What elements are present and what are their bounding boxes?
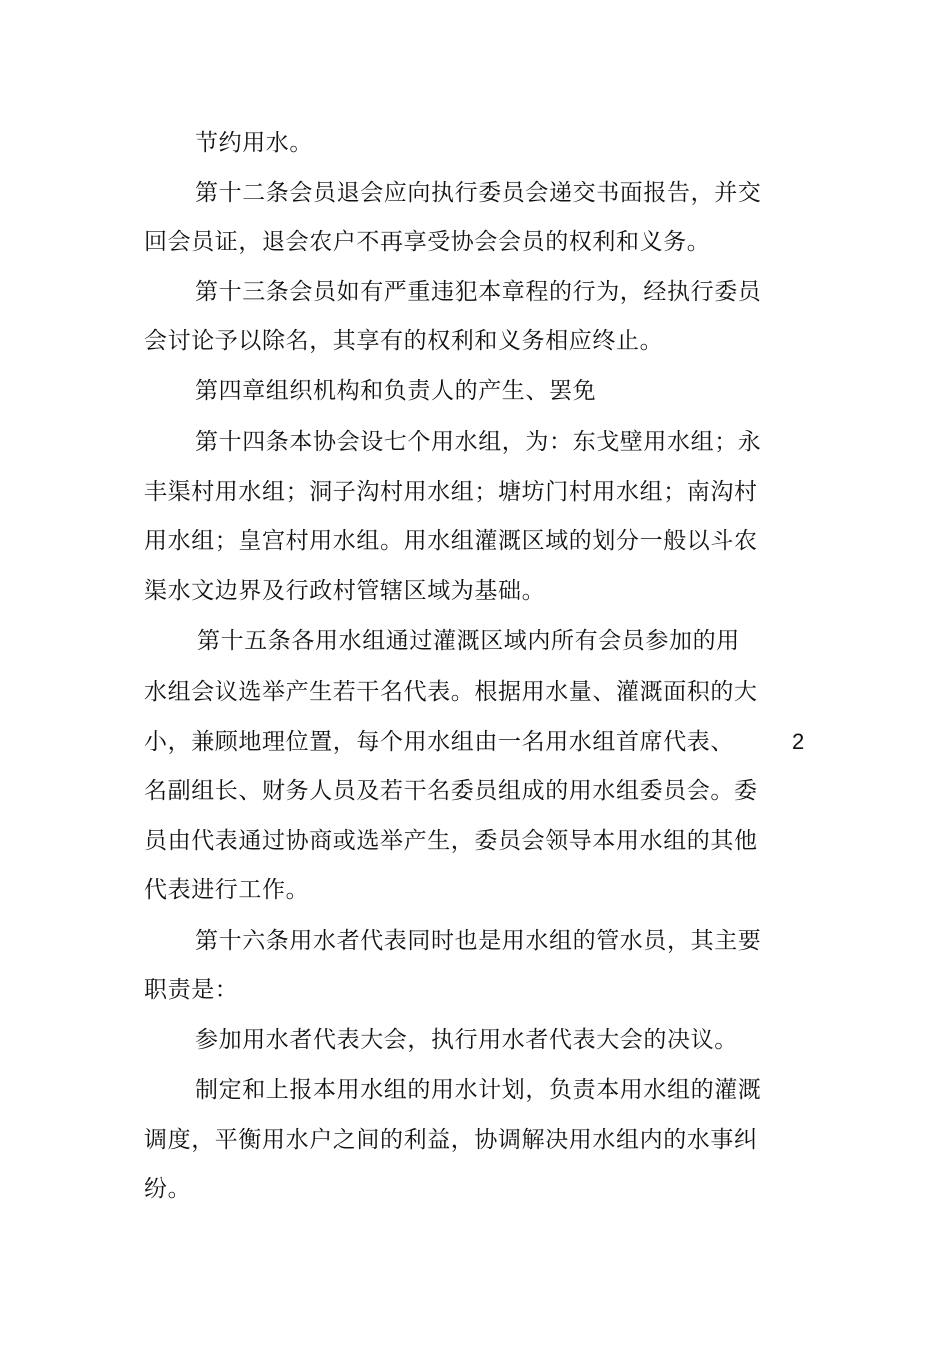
page-number: 2: [792, 729, 805, 754]
text-line: 回会员证，退会农户不再享受协会会员的权利和义务。: [144, 229, 711, 255]
text-line: 小，兼顾地理位置，每个用水组由一名用水组首席代表、: [144, 729, 734, 755]
text-line: 参加用水者代表大会，执行用水者代表大会的决议。: [195, 1027, 738, 1053]
chapter-heading: 第四章组织机构和负责人的产生、罢免: [195, 378, 597, 404]
text-line: 第十五条各用水组通过灌溉区域内所有会员参加的用: [197, 628, 740, 654]
text-line: 丰渠村用水组；洞子沟村用水组；塘坊门村用水组；南沟村: [144, 479, 758, 505]
text-line: 用水组；皇宫村用水组。用水组灌溉区域的划分一般以斗农: [144, 528, 758, 554]
text-line: 第十四条本协会设七个用水组，为：东戈壁用水组；永: [195, 429, 762, 455]
text-line: 职责是：: [144, 977, 239, 1003]
text-line: 代表进行工作。: [144, 877, 310, 903]
text-line: 调度，平衡用水户之间的利益，协调解决用水组内的水事纠: [144, 1127, 758, 1153]
text-line: 员由代表通过协商或选举产生，委员会领导本用水组的其他: [144, 828, 758, 854]
text-line: 纷。: [144, 1176, 192, 1202]
text-line: 第十六条用水者代表同时也是用水组的管水员，其主要: [195, 928, 762, 954]
text-line: 渠水文边界及行政村管辖区域为基础。: [144, 578, 546, 604]
text-line: 制定和上报本用水组的用水计划，负责本用水组的灌溉: [195, 1077, 762, 1103]
text-line: 水组会议选举产生若干名代表。根据用水量、灌溉面积的大: [144, 679, 758, 705]
text-line: 会讨论予以除名，其享有的权利和义务相应终止。: [144, 328, 664, 354]
text-line: 节约用水。: [195, 130, 313, 156]
text-line: 第十二条会员退会应向执行委员会递交书面报告，并交: [195, 180, 762, 206]
text-line: 第十三条会员如有严重违犯本章程的行为，经执行委员: [195, 279, 762, 305]
text-line: 名副组长、财务人员及若干名委员组成的用水组委员会。委: [144, 778, 758, 804]
